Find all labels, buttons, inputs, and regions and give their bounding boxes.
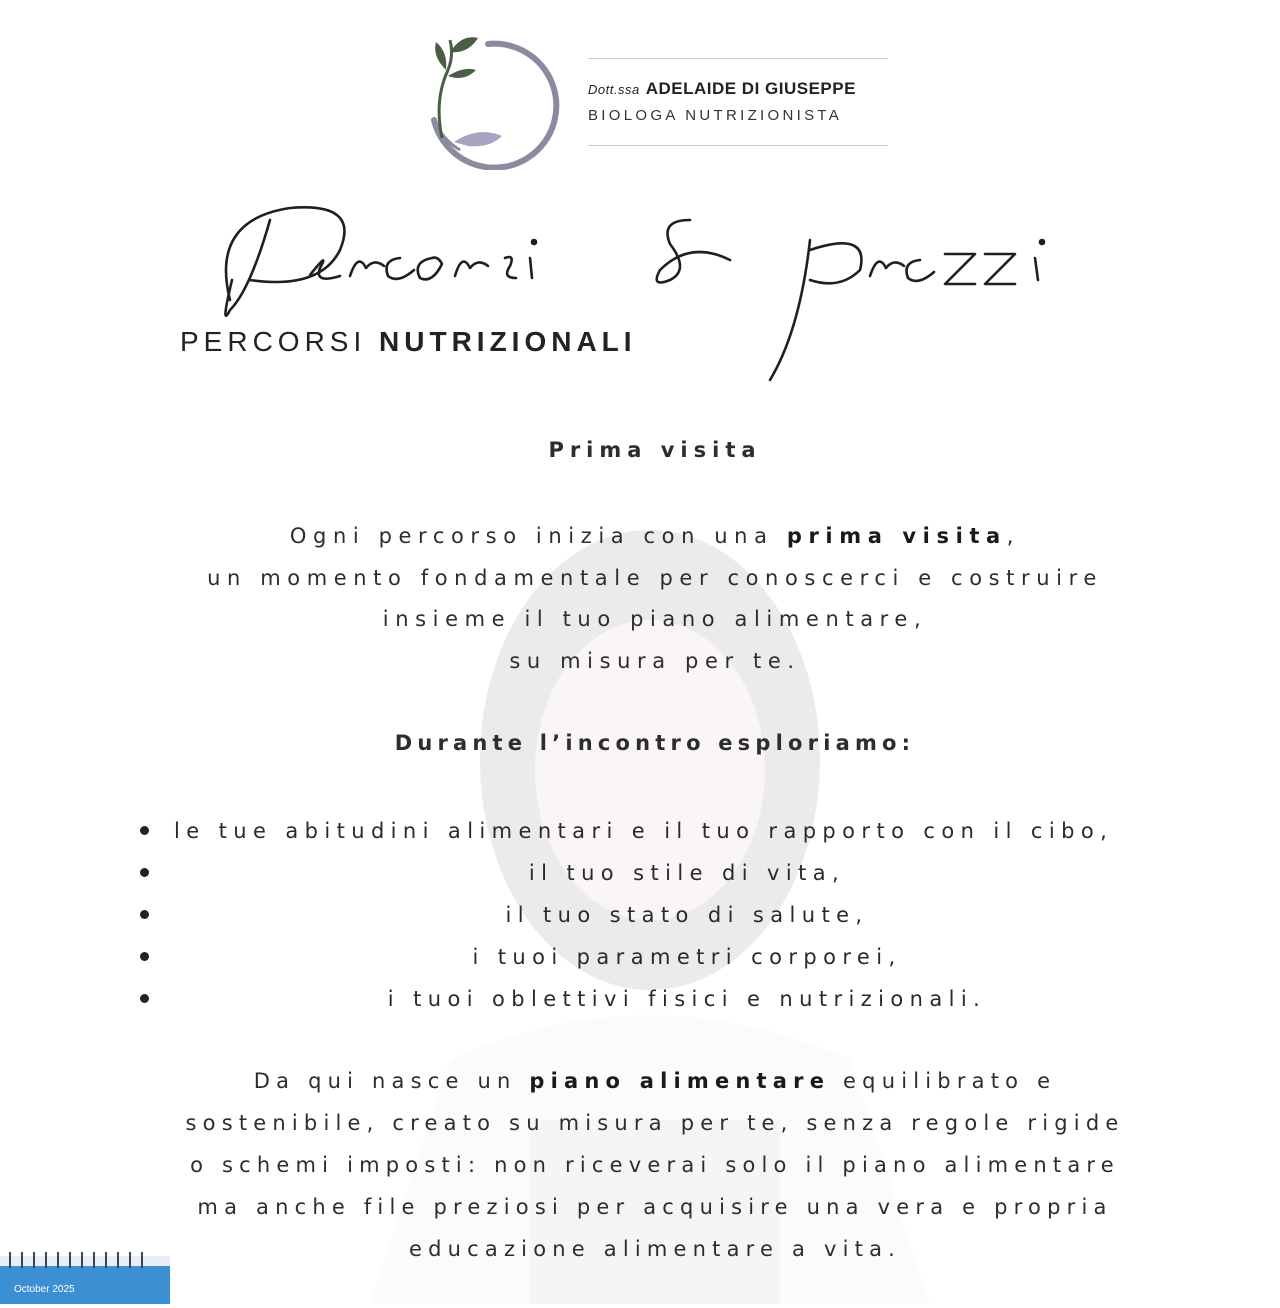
list-item-text: il tuo stile di vita, (528, 861, 846, 885)
outro-line-5: educazione alimentare a vita. (408, 1237, 902, 1261)
doctor-profession: BIOLOGA NUTRIZIONISTA (588, 107, 843, 124)
page-title-script (170, 180, 1150, 410)
brand-logo (420, 30, 890, 170)
outro-highlight: piano alimentare (529, 1069, 831, 1093)
bullet-icon (140, 994, 149, 1003)
bullet-icon (140, 826, 149, 835)
list-item (140, 894, 1200, 936)
outro-paragraph (100, 1060, 1210, 1270)
intro-line-4: su misura per te. (509, 648, 801, 673)
intro-line-2: un momento fondamentale per conoscerci e costruire (207, 565, 1103, 590)
list-item-text: i tuoi parametri corporei, (472, 945, 902, 969)
explore-list (140, 810, 1200, 1020)
bullet-icon (140, 910, 149, 919)
intro-before: Ogni percorso inizia con una (289, 524, 774, 548)
list-item-text: i tuoi oblettivi fisici e nutrizionali. (387, 987, 987, 1011)
list-item-text: le tue abitudini alimentari e il tuo rapporto con il cibo, (174, 819, 1114, 843)
list-item (140, 936, 1200, 978)
outro-after: equilibrato e (843, 1069, 1057, 1093)
outro-before: Da qui nasce un (253, 1069, 517, 1093)
list-item (140, 978, 1200, 1020)
subtitle-light: PERCORSI (180, 326, 367, 357)
explore-heading: Durante l’incontro esploriamo: (394, 731, 916, 755)
bullet-icon (140, 952, 149, 961)
outro-line-2: sostenibile, creato su misura per te, senza regole rigide (185, 1111, 1125, 1135)
calendar-image (0, 1248, 170, 1304)
doctor-name (588, 79, 856, 99)
list-item-text: il tuo stato di salute, (505, 903, 869, 927)
leaf-ring-logo-icon (420, 30, 560, 170)
bullet-icon (140, 868, 149, 877)
outro-line-4: ma anche file preziosi per acquisire una vera e propria (197, 1195, 1113, 1219)
intro-line-3: insieme il tuo piano alimentare, (382, 607, 928, 631)
section-heading: Prima visita (548, 438, 762, 462)
intro-line-1 (100, 516, 1210, 558)
intro-highlight: prima visita (786, 524, 1007, 548)
list-item (140, 810, 1200, 852)
list-item (140, 852, 1200, 894)
intro-paragraph (100, 516, 1210, 682)
calendar-label: October 2025 (14, 1284, 75, 1295)
intro-after: , (1006, 524, 1021, 548)
subtitle-strong: NUTRIZIONALI (379, 326, 637, 357)
outro-line-3: o schemi imposti: non riceverai solo il piano alimentare (190, 1153, 1120, 1177)
outro-line-1 (100, 1060, 1210, 1102)
logo-wordmark (588, 58, 888, 146)
subtitle (180, 326, 637, 358)
doctor-full-name: ADELAIDE DI GIUSEPPE (645, 79, 856, 98)
doctor-title-prefix: Dott.ssa (588, 82, 640, 97)
